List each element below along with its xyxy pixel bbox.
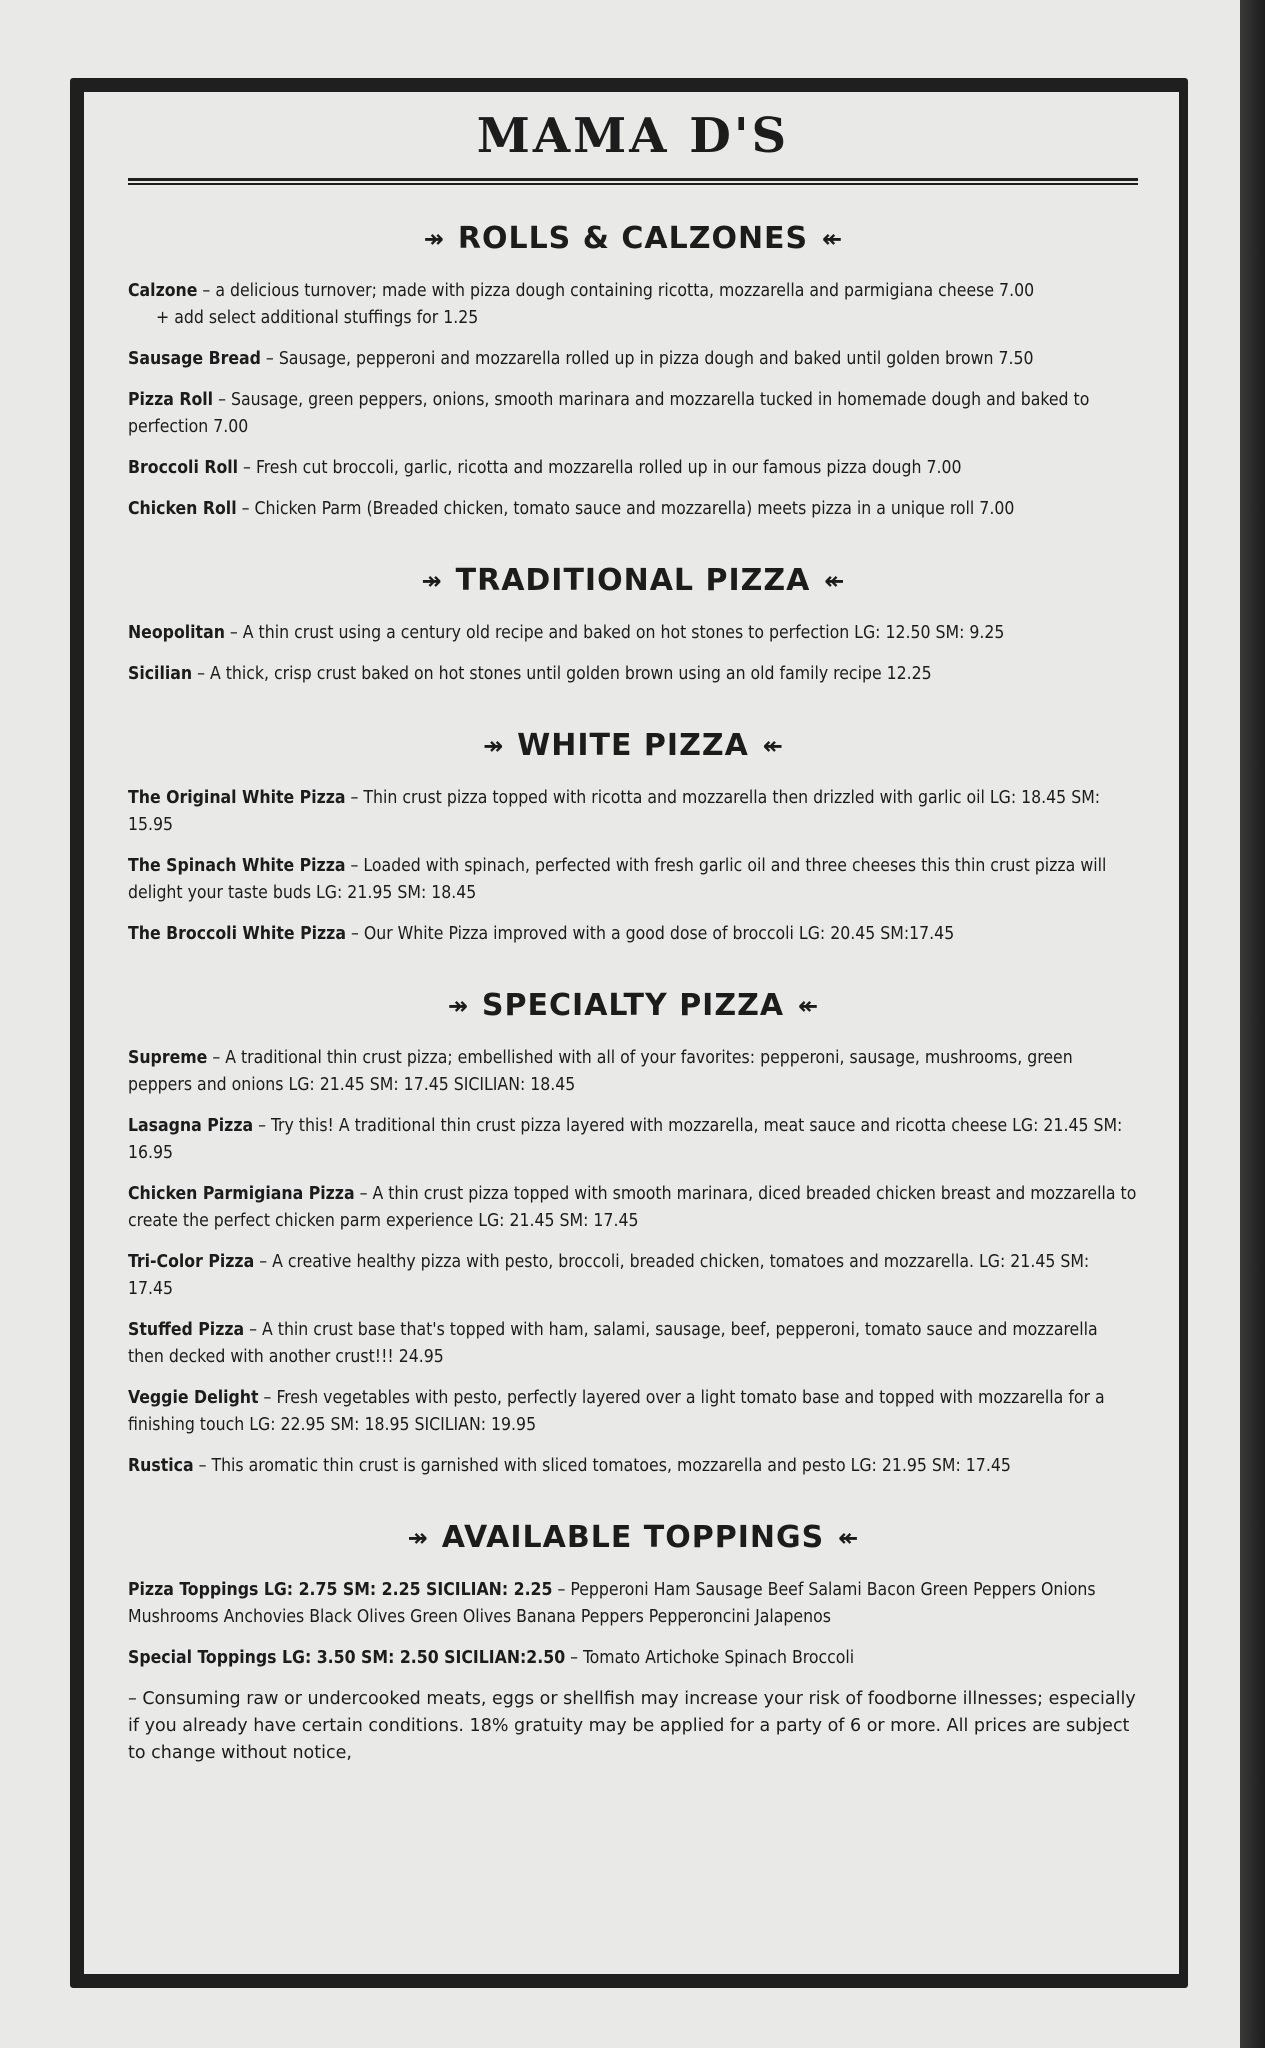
- menu-item: [128, 346, 1138, 373]
- item-separator: –: [192, 664, 210, 684]
- arrow-left-icon: ↞: [762, 731, 783, 760]
- menu-item: [128, 1181, 1138, 1235]
- section-heading: [128, 728, 1138, 763]
- section-heading: [128, 563, 1138, 598]
- menu-item: [128, 387, 1138, 441]
- menu-item: [128, 278, 1138, 332]
- item-description: A thin crust base that's topped with ham, salami, sausage, beef, pepperoni, tomato sauce and mozzarella then decked with another crust!!! 24.95: [128, 1320, 1098, 1367]
- menu-item: [128, 1453, 1138, 1480]
- section-title: AVAILABLE TOPPINGS: [441, 1520, 825, 1555]
- menu-item: [128, 1045, 1138, 1099]
- arrow-right-icon: ↠: [423, 224, 444, 253]
- item-name: Lasagna Pizza: [128, 1116, 254, 1136]
- item-description: Fresh cut broccoli, garlic, ricotta and mozzarella rolled up in our famous pizza dough 7.00: [255, 458, 962, 478]
- disclaimer-note: – Consuming raw or undercooked meats, eggs or shellfish may increase your risk of foodborne illnesses; especially if you already have certain conditions. 18% gratuity may be applied for a party of 6 or more. All prices are subject to change without notice,: [128, 1689, 1136, 1763]
- section-heading: [128, 1520, 1138, 1555]
- item-name: Supreme: [128, 1048, 208, 1068]
- item-description: A thin crust pizza topped with smooth marinara, diced breaded chicken breast and mozzarella to create the perfect chicken parm experience LG: 21.45 SM: 17.45: [128, 1184, 1137, 1231]
- menu-item: [128, 1385, 1138, 1439]
- arrow-right-icon: ↠: [407, 1523, 428, 1552]
- item-addon: + add select additional stuffings for 1.25: [156, 308, 479, 328]
- item-description: A thick, crisp crust baked on hot stones until golden brown using an old family recipe 12.25: [209, 664, 932, 684]
- item-name: Chicken Roll: [128, 499, 237, 519]
- item-name: Neopolitan: [128, 623, 225, 643]
- menu-item: [128, 785, 1138, 839]
- menu-sections: [128, 221, 1138, 1767]
- item-separator: –: [565, 1648, 584, 1668]
- item-separator: –: [345, 788, 364, 808]
- item-description: Sausage, pepperoni and mozzarella rolled up in pizza dough and baked until golden brown 7.50: [278, 349, 1034, 369]
- arrow-right-icon: ↠: [483, 731, 504, 760]
- section-title: SPECIALTY PIZZA: [481, 988, 785, 1023]
- item-description: Loaded with spinach, perfected with fresh garlic oil and three cheeses this thin crust pizza will delight your taste buds LG: 21.95 SM: 18.45: [128, 856, 1107, 903]
- menu-item: [128, 853, 1138, 907]
- item-name: The Spinach White Pizza: [128, 856, 346, 876]
- item-name: Chicken Parmigiana Pizza: [128, 1184, 355, 1204]
- item-description: Chicken Parm (Breaded chicken, tomato sauce and mozzarella) meets pizza in a unique roll 7.00: [254, 499, 1015, 519]
- item-separator: –: [236, 499, 255, 519]
- item-description: A creative healthy pizza with pesto, broccoli, breaded chicken, tomatoes and mozzarella. LG: 21.45 SM: 17.45: [128, 1252, 1090, 1299]
- menu-item: [128, 496, 1138, 523]
- item-name: Rustica: [128, 1456, 194, 1476]
- item-separator: –: [254, 1252, 273, 1272]
- title-divider: [128, 178, 1138, 185]
- item-name: Broccoli Roll: [128, 458, 239, 478]
- item-separator: –: [238, 458, 256, 478]
- menu-item: [128, 921, 1138, 948]
- item-separator: –: [345, 924, 364, 944]
- section-title: WHITE PIZZA: [517, 728, 749, 763]
- menu-section: [128, 1520, 1138, 1767]
- menu-item: [128, 1317, 1138, 1371]
- item-name: Calzone: [128, 281, 198, 301]
- item-separator: –: [552, 1580, 571, 1600]
- item-name: The Broccoli White Pizza: [128, 924, 346, 944]
- item-separator: –: [354, 1184, 373, 1204]
- arrow-right-icon: ↠: [421, 566, 442, 595]
- arrow-left-icon: ↞: [798, 991, 819, 1020]
- arrow-right-icon: ↠: [447, 991, 468, 1020]
- section-heading: [128, 988, 1138, 1023]
- item-name: Pizza Roll: [128, 390, 214, 410]
- item-name: Sicilian: [128, 664, 193, 684]
- item-description: Try this! A traditional thin crust pizza layered with mozzarella, meat sauce and ricotta cheese LG: 21.45 SM: 16.95: [128, 1116, 1123, 1163]
- item-description: a delicious turnover; made with pizza dough containing ricotta, mozzarella and parmigiana cheese 7.00: [215, 281, 1035, 301]
- item-description: Pepperoni Ham Sausage Beef Salami Bacon Green Peppers Onions Mushrooms Anchovies Black Olives Green Olives Banana Peppers Pepperoncini Jalapenos: [128, 1580, 1096, 1627]
- menu-item: [128, 661, 1138, 688]
- menu-item: [128, 1645, 1138, 1672]
- item-separator: –: [193, 1456, 212, 1476]
- item-separator: –: [258, 1388, 277, 1408]
- item-name: Pizza Toppings LG: 2.75 SM: 2.25 SICILIAN: 2.25: [128, 1580, 553, 1600]
- section-title: TRADITIONAL PIZZA: [455, 563, 811, 598]
- item-description: Fresh vegetables with pesto, perfectly layered over a light tomato base and topped with mozzarella for a finishing touch LG: 22.95 SM: 18.95 SICILIAN: 19.95: [128, 1388, 1105, 1435]
- item-separator: –: [207, 1048, 226, 1068]
- menu-item: [128, 1577, 1138, 1631]
- menu-section: [128, 563, 1138, 688]
- menu-item: [128, 1249, 1138, 1303]
- item-description: This aromatic thin crust is garnished with sliced tomatoes, mozzarella and pesto LG: 21.95 SM: 17.45: [211, 1456, 1011, 1476]
- menu-item: [128, 620, 1138, 647]
- restaurant-title: MAMA D'S: [476, 108, 790, 164]
- menu-item: [128, 1113, 1138, 1167]
- item-name: Tri-Color Pizza: [128, 1252, 255, 1272]
- item-separator: –: [213, 390, 231, 410]
- table-background: [1240, 0, 1265, 2048]
- item-separator: –: [253, 1116, 271, 1136]
- item-name: Stuffed Pizza: [128, 1320, 245, 1340]
- item-description: A traditional thin crust pizza; embellished with all of your favorites: pepperoni, sausage, mushrooms, green peppers and onions LG: 21.45 SM: 17.45 SICILIAN: 18.45: [128, 1048, 1073, 1095]
- menu-section: [128, 728, 1138, 948]
- item-name: Sausage Bread: [128, 349, 261, 369]
- item-description: Sausage, green peppers, onions, smooth marinara and mozzarella tucked in homemade dough and baked to perfection 7.00: [128, 390, 1090, 437]
- item-name: Special Toppings LG: 3.50 SM: 2.50 SICILIAN:2.50: [128, 1648, 566, 1668]
- arrow-left-icon: ↞: [824, 566, 845, 595]
- item-description: A thin crust using a century old recipe and baked on hot stones to perfection LG: 12.50 SM: 9.25: [242, 623, 1005, 643]
- menu-section: [128, 988, 1138, 1480]
- item-separator: –: [345, 856, 364, 876]
- item-name: The Original White Pizza: [128, 788, 346, 808]
- item-description: Our White Pizza improved with a good dose of broccoli LG: 20.45 SM:17.45: [363, 924, 955, 944]
- item-name: Veggie Delight: [128, 1388, 259, 1408]
- item-separator: –: [244, 1320, 263, 1340]
- item-separator: –: [224, 623, 243, 643]
- menu-section: [128, 221, 1138, 523]
- section-title: ROLLS & CALZONES: [457, 221, 809, 256]
- item-separator: –: [260, 349, 279, 369]
- arrow-left-icon: ↞: [838, 1523, 859, 1552]
- menu-content: [128, 100, 1138, 1807]
- item-separator: –: [197, 281, 216, 301]
- item-description: Thin crust pizza topped with ricotta and mozzarella then drizzled with garlic oil LG: 18.45 SM: 15.95: [128, 788, 1101, 835]
- menu-item: [128, 455, 1138, 482]
- section-heading: [128, 221, 1138, 256]
- item-description: Tomato Artichoke Spinach Broccoli: [583, 1648, 855, 1668]
- arrow-left-icon: ↞: [822, 224, 843, 253]
